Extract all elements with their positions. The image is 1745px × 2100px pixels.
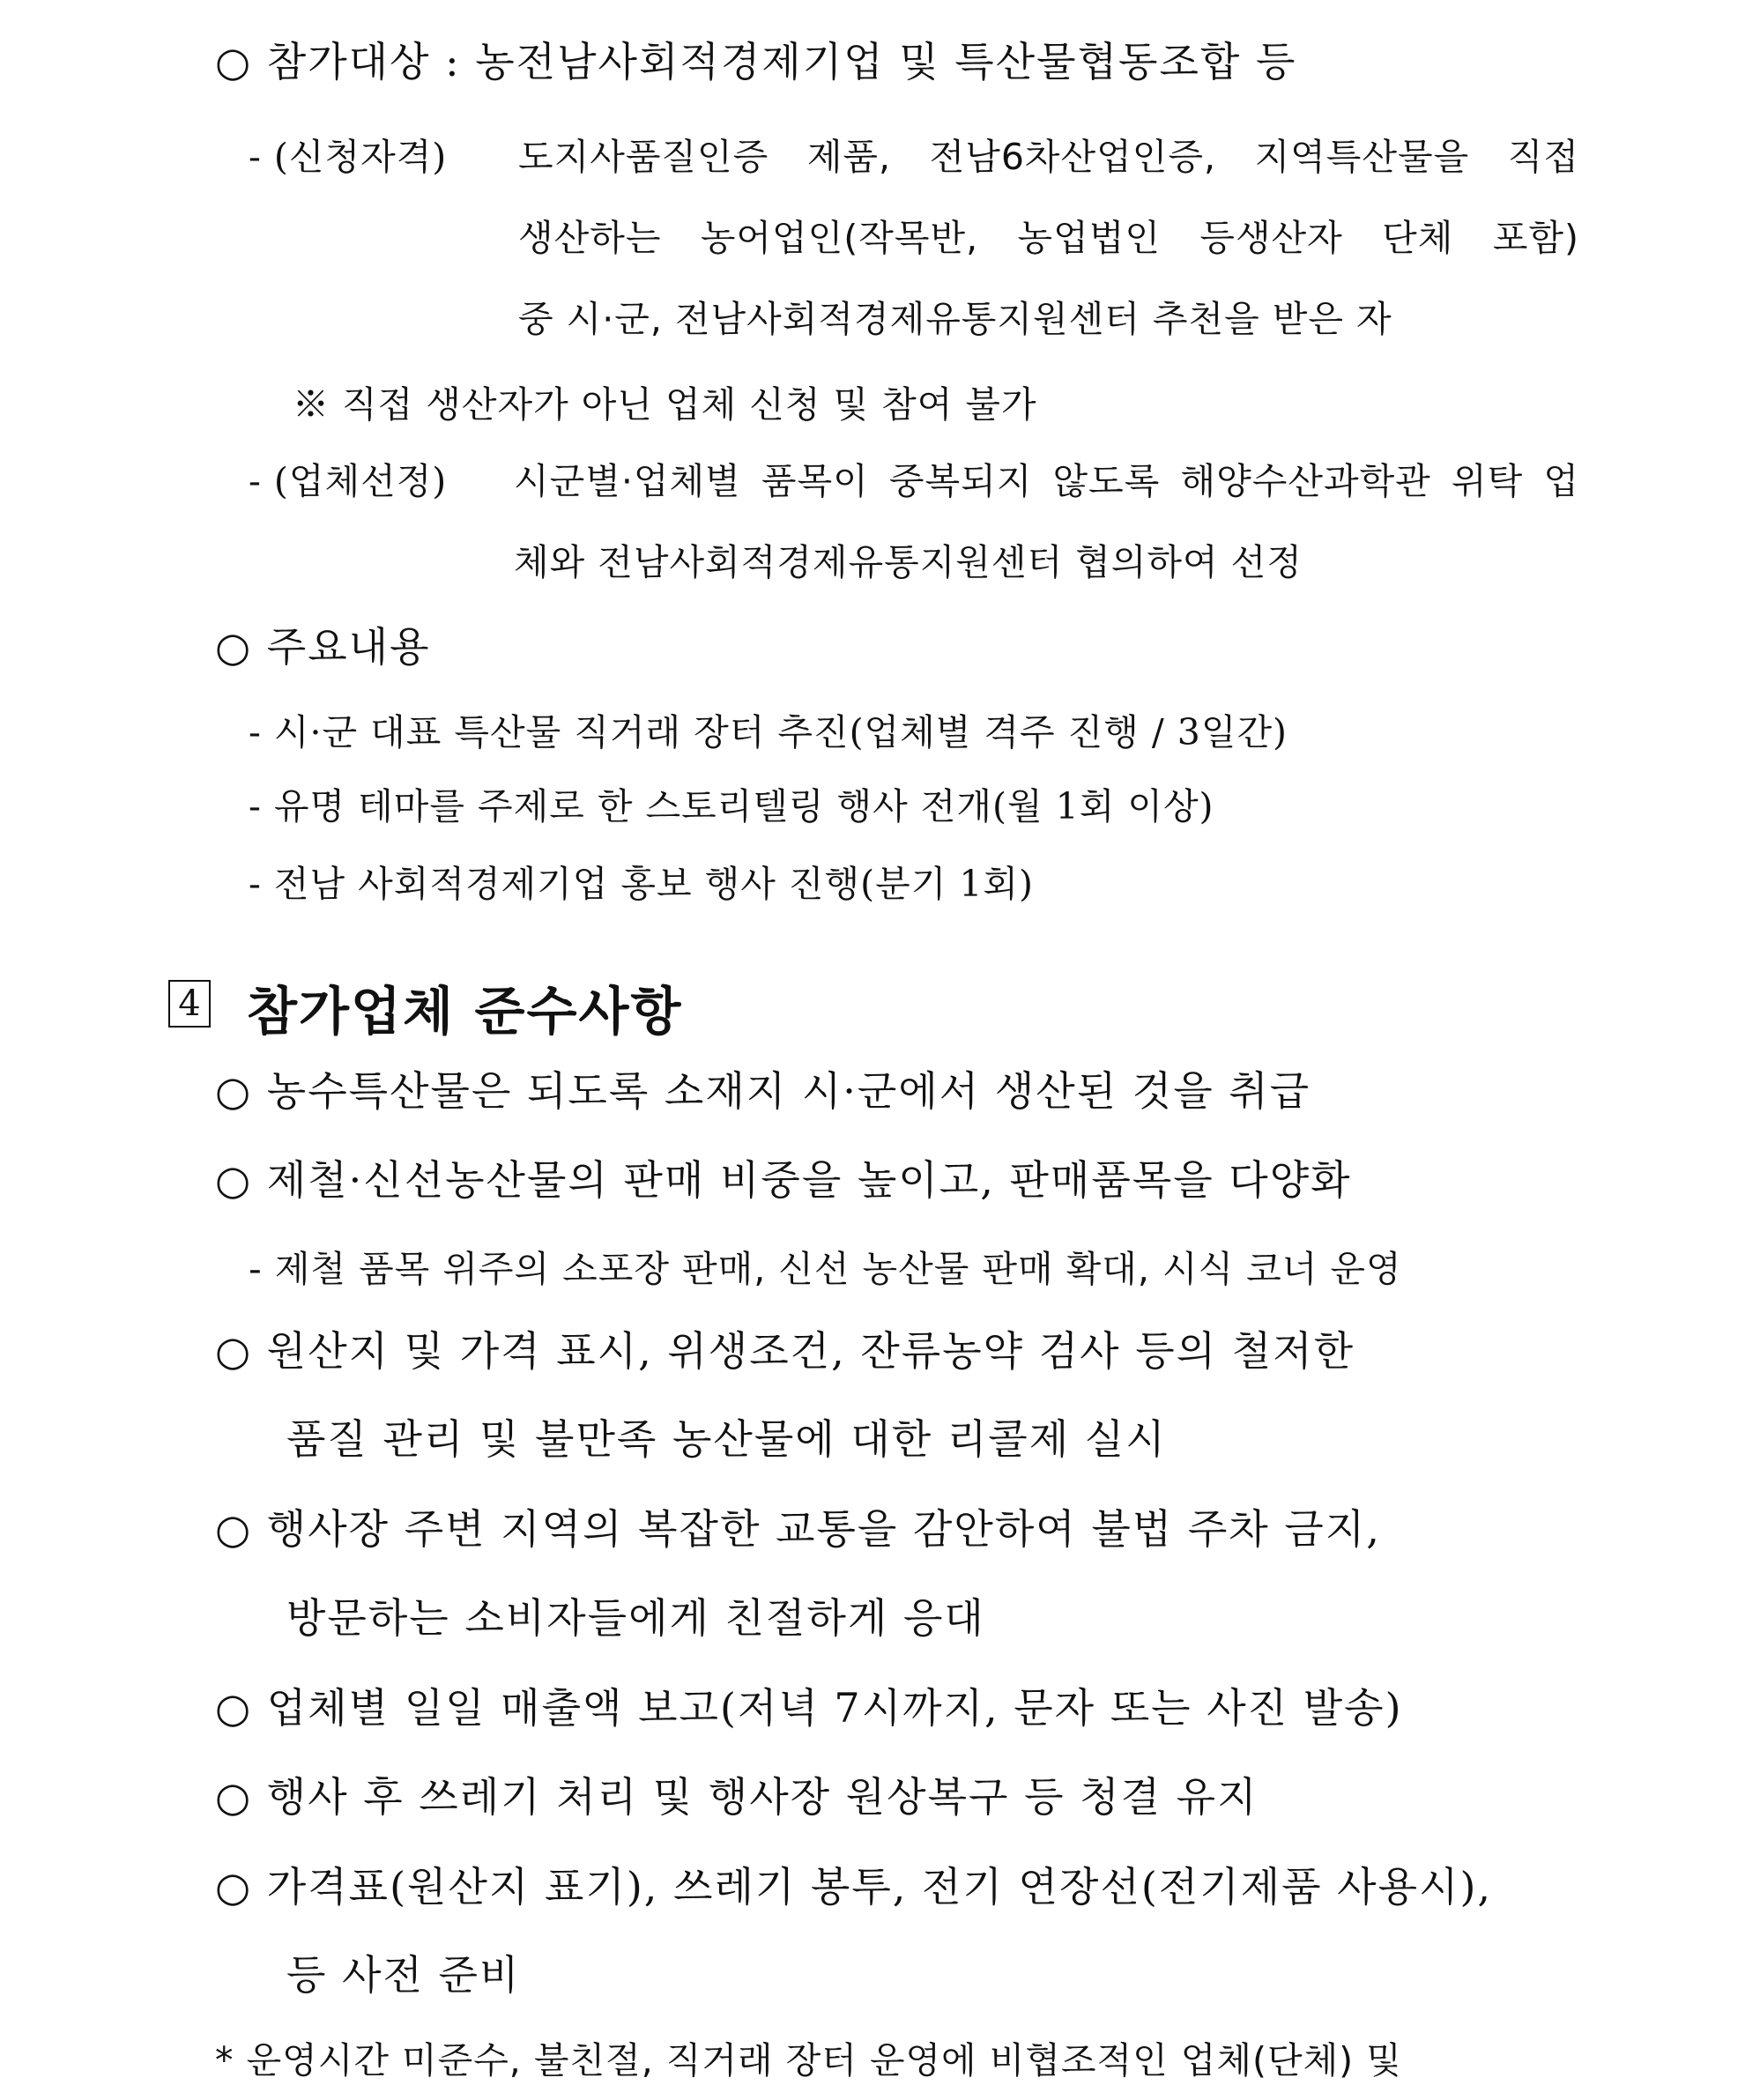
main-content-item-1: - 시·군 대표 특산물 직거래 장터 추진(업체별 격주 진행 / 3일간)	[249, 711, 1288, 753]
main-content-heading: ○ 주요내용	[215, 623, 431, 671]
selection-line-2: 체와 전남사회적경제유통지원센터 협의하여 선정	[514, 541, 1303, 583]
qualification-line-3: 중 시·군, 전남사회적경제유통지원센터 추천을 받은 자	[518, 298, 1392, 340]
qualification-line-1: 도지사품질인증 제품, 전남6차산업인증, 지역특산물을 직접	[518, 136, 1579, 178]
rule-4-line-2: 방문하는 소비자들에게 친절하게 응대	[286, 1594, 985, 1642]
rule-7-line-1: ○ 가격표(원산지 표기), 쓰레기 봉투, 전기 연장선(전기제품 사용시),	[215, 1863, 1493, 1911]
note-line: ※ 직접 생산자가 아닌 업체 신청 및 참여 불가	[293, 383, 1037, 426]
rule-6: ○ 행사 후 쓰레기 처리 및 행사장 원상복구 등 청결 유지	[215, 1773, 1259, 1821]
rule-3-line-1: ○ 원산지 및 가격 표시, 위생조건, 잔류농약 검사 등의 철저한	[215, 1327, 1355, 1375]
main-content-item-3: - 전남 사회적경제기업 홍보 행사 진행(분기 1회)	[249, 863, 1035, 905]
rule-7-line-2: 등 사전 준비	[286, 1951, 521, 1999]
footnote: * 운영시간 미준수, 불친절, 직거래 장터 운영에 비협조적인 업체(단체) 및	[215, 2039, 1402, 2081]
section-title: 참가업체 준수사항	[247, 981, 683, 1042]
qualification-line-2: 생산하는 농어업인(작목반, 농업법인 등생산자 단체 포함)	[518, 217, 1579, 259]
rule-5: ○ 업체별 일일 매출액 보고(저녁 7시까지, 문자 또는 사진 발송)	[215, 1684, 1403, 1732]
participants-line: ○ 참가대상 : 농전남사회적경제기업 및 특산물협동조합 등	[215, 38, 1297, 85]
section-number-box: 4	[168, 980, 211, 1028]
qualification-prefix: - (신청자격)	[249, 136, 448, 178]
rule-1: ○ 농수특산물은 되도록 소재지 시·군에서 생산된 것을 취급	[215, 1067, 1311, 1115]
rule-3-line-2: 품질 관리 및 불만족 농산물에 대한 리콜제 실시	[286, 1415, 1167, 1463]
main-content-item-2: - 유명 테마를 주제로 한 스토리텔링 행사 전개(월 1회 이상)	[249, 785, 1214, 827]
rule-2: ○ 제철·신선농산물의 판매 비중을 높이고, 판매품목을 다양화	[215, 1156, 1352, 1204]
selection-line-1: 시군별·업체별 품목이 중복되지 않도록 해양수산과학관 위탁 업	[514, 460, 1579, 502]
selection-prefix: - (업체선정)	[249, 460, 448, 502]
rule-2-sub: - 제철 품목 위주의 소포장 판매, 신선 농산물 판매 확대, 시식 코너 운영	[249, 1248, 1402, 1290]
rule-4-line-1: ○ 행사장 주변 지역의 복잡한 교통을 감안하여 불법 주차 금지,	[215, 1505, 1381, 1553]
